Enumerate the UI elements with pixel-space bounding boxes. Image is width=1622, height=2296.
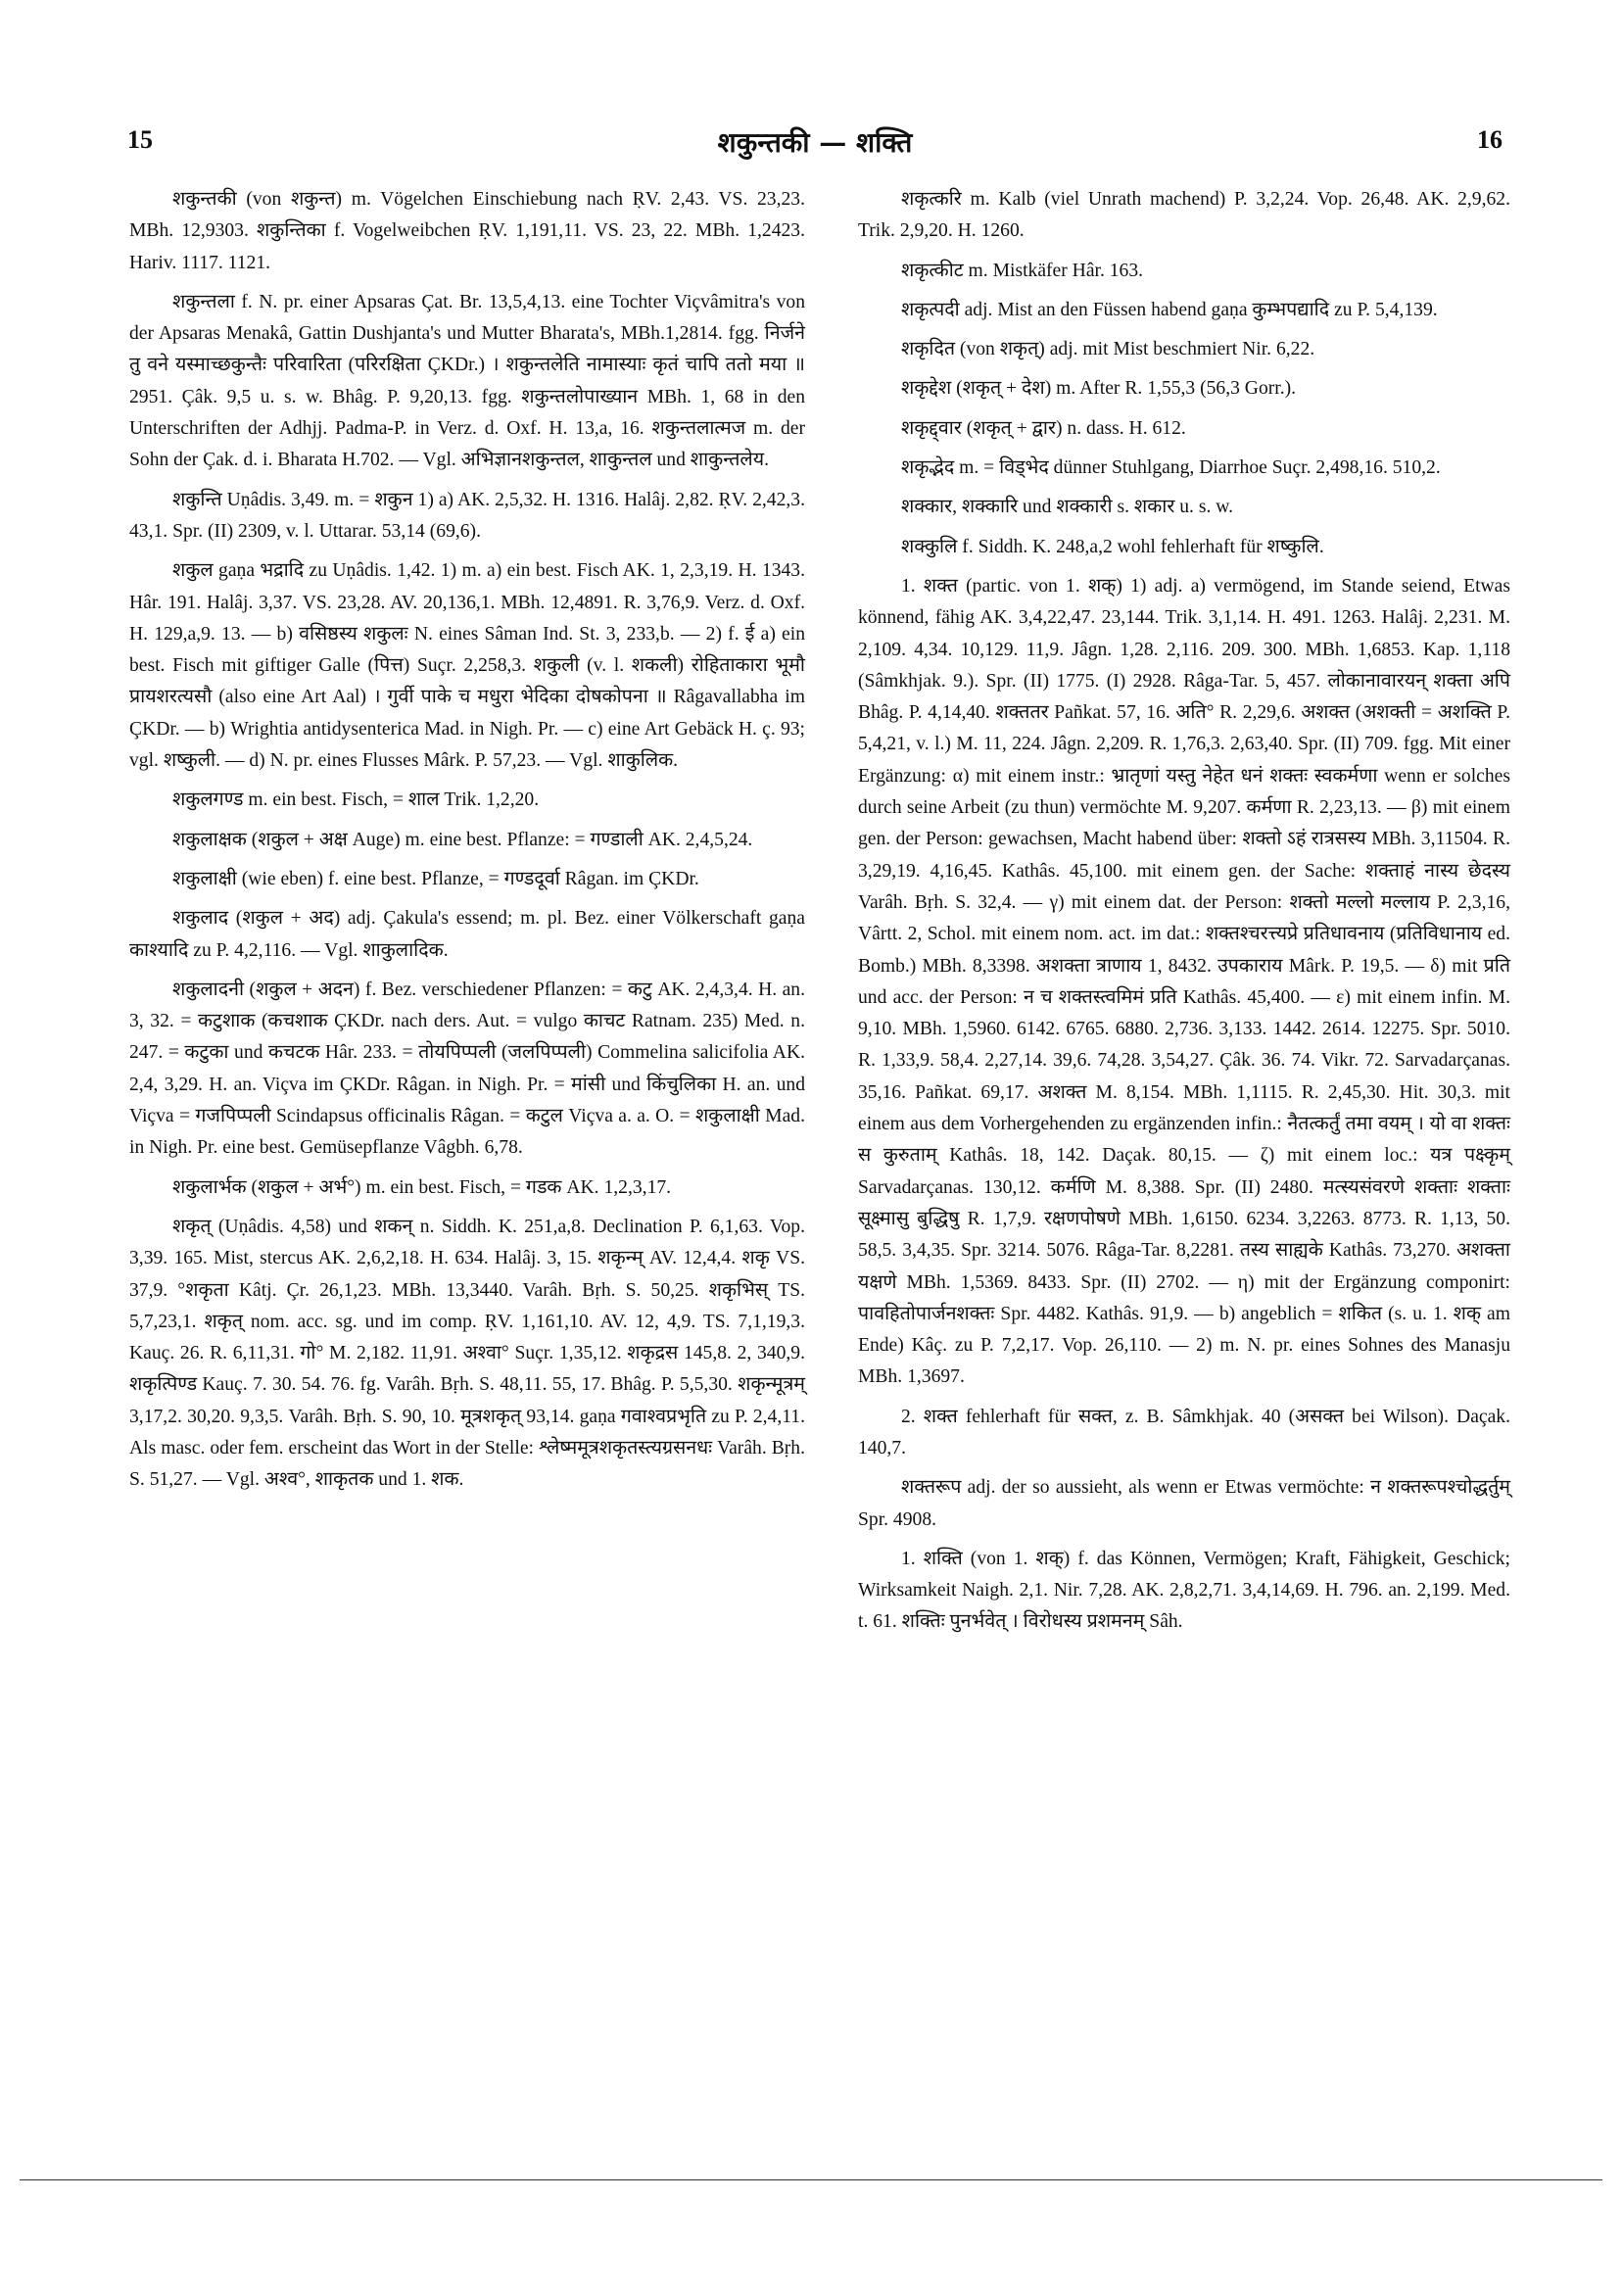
dictionary-entry: शकुलाक्षी (wie eben) f. eine best. Pflanze, = गण्डदूर्वा Râgan. im ÇKDr. — [172, 868, 699, 889]
running-head: शकुन्तकी — शक्ति — [717, 126, 913, 159]
dictionary-entry: शकृत्पदी adj. Mist an den Füssen habend gaṇa कुम्भपद्यादि zu P. 5,4,139. — [901, 299, 1438, 320]
dictionary-entry: शकुल gaṇa भद्रादि zu Uṇâdis. 1,42. 1) m. a) ein best. Fisch AK. 1, 2,3,19. H. 1343. Hâr. 191. Halâj. 3,37. VS. 23,28. AV. 20,136,1. MBh. 12,4891. R. 3,76,9. Verz. d. Oxf. H. 129,a,9. 13. — b) वसिष्ठस्य शकुलः N. eines Sâman Ind. St. 3, 233,b. — 2) f. ई a) ein best. Fisch mit giftiger Galle (पित्त) Suçr. 2,258,3. शकुली (v. l. शकली) रोहिताकारा भूमौ प्रायशरत्यसौ (also eine Art Aal) । गुर्वी पाके च मधुरा भेदिका दोषकोपना ॥ Râgavallabha im ÇKDr. — b) Wrightia antidysenterica Mad. in Nigh. Pr. — c) eine Art Gebäck H. ç. 93; vgl. शष्कुली. — d) N. pr. eines Flusses Mârk. P. 57,23. — Vgl. शाकुलिक. — [129, 560, 805, 772]
page-header — [127, 125, 1503, 165]
dictionary-entry: 2. शक्त fehlerhaft für सक्त, z. B. Sâmkhjak. 40 (असक्त bei Wilson). Daçak. 140,7. — [858, 1406, 1510, 1459]
footer-rule — [20, 2179, 1602, 2180]
dictionary-entry: शकुलार्भक (शकुल + अर्भ°) m. ein best. Fisch, = गडक AK. 1,2,3,17. — [172, 1176, 672, 1198]
dictionary-entry: शकृत्कीट m. Mistkäfer Hâr. 163. — [901, 260, 1144, 281]
dictionary-entry: शकुलगण्ड m. ein best. Fisch, = शाल Trik. 1,2,20. — [172, 789, 540, 811]
dictionary-entry: 1. शक्त (partic. von 1. शक्) 1) adj. a) vermögend, im Stande seiend, Etwas könnend, fähig AK. 3,4,22,47. 23,144. Trik. 3,1,14. H. 491. 1263. Halâj. 2,231. M. 2,109. 4,34. 10,129. 11,9. Jâgn. 1,28. 2,116. 209. 300. MBh. 1,6853. Kap. 1,118 (Sâmkhjak. 9.). Spr. (II) 1775. (I) 2928. Râga-Tar. 5, 457. लोकानावारयन् शक्ता अपि Bhâg. P. 4,14,40. शक्ततर Pañkat. 57, 16. अति° R. 2,29,6. अशक्त (अशक्ती = अशक्ति P. 5,4,21, v. l.) M. 11, 224. Jâgn. 2,209. R. 1,76,3. 2,63,40. Spr. (II) 709. fgg. Mit einer Ergänzung: α) mit einem instr.: भ्रातृणां यस्तु नेहेत धनं शक्तः स्वकर्मणा wenn er solches durch seine Arbeit (zu thun) vermöchte M. 9,207. कर्मणा R. 2,23,13. — β) mit einem gen. der Person: gewachsen, Macht habend über: शक्तो ऽहं रात्रसस्य MBh. 3,11504. R. 3,29,19. 4,16,45. Kathâs. 45,100. mit einem gen. der Sache: शक्ताहं नास्य छेदस्य Varâh. Bṛh. S. 32,4. — γ) mit einem dat. der Person: शक्तो मल्लो मल्लाय P. 2,3,16, Vârtt. 2, Schol. mit einem nom. act. im dat.: शक्तश्चरत्त्यप्रे प्रतिधावनाय (प्रतिविधानाय ed. Bomb.) MBh. 8,3398. अशक्ता त्राणाय 1, 8432. उपकाराय Mârk. P. 19,5. — δ) mit प्रति und acc. der Person: न च शक्तस्त्वमिमं प्रति Kathâs. 45,400. — ε) mit einem infin. M. 9,10. MBh. 1,5960. 6142. 6765. 6880. 2,736. 3,133. 1442. 2614. 12275. Spr. 5010. R. 1,33,9. 58,4. 2,27,14. 39,6. 74,28. 3,54,27. Çâk. 36. 74. Vikr. 72. Sarvadarçanas. 35,16. Pañkat. 69,17. अशक्त M. 8,154. MBh. 1,1115. R. 2,45,30. Hit. 30,3. mit einem aus dem Vorhergehenden zu ergänzenden infin.: नैतत्कर्तुं तमा वयम् । यो वा शक्तः स कुरुताम् Kathâs. 18, 142. Daçak. 80,15. — ζ) mit einem loc.: यत्र पक्ष्कृम् Sarvadarçanas. 130,12. कर्मणि M. 8,388. Spr. (II) 2480. मत्स्यसंवरणे शक्ताः शक्ताः सूक्ष्मासु बुद्धिषु R. 1,7,9. रक्षणपोषणे MBh. 1,6150. 6234. 3,2263. 8773. R. 1,13, 50. 58,5. 3,4,35. Spr. 3214. 5076. Râga-Tar. 8,2281. तस्य साह्यके Kathâs. 73,270. अशक्ता यक्षणे MBh. 1,5369. 8433. Spr. (II) 2702. — η) mit der Ergänzung componirt: पावहितोपार्जनशक्तः Spr. 4482. Kathâs. 91,9. — b) angeblich = शकित (s. u. 1. शक् am Ende) Kâç. zu P. 7,2,17. Vop. 26,110. — 2) m. N. pr. eines Sohnes des Manasju MBh. 1,3697. — [858, 575, 1510, 1388]
right-column — [858, 184, 1510, 1647]
dictionary-entry: शकृद्देश (शकृत् + देश) m. After R. 1,55,3 (56,3 Gorr.). — [901, 378, 1297, 400]
dictionary-entry: शकुन्तला f. N. pr. einer Apsaras Çat. Br. 13,5,4,13. eine Tochter Viçvâmitra's von der Apsaras Menakâ, Gattin Dushjanta's und Mutter Bharata's, MBh.1,2814. fgg. निर्जने तु वने यस्माच्छकुन्तैः परिवारिता (परिरक्षिता ÇKDr.) । शकुन्तलेति नामास्याः कृतं चापि ततो मया ॥ 2951. Çâk. 9,5 u. s. w. Bhâg. P. 9,20,13. fgg. शकुन्तलोपाख्यान MBh. 1, 68 in den Unterschriften der Adhjj. Padma-P. in Verz. d. Oxf. H. 13,a, 16. शकुन्तलात्मज m. der Sohn der Çak. d. i. Bharata H.702. — Vgl. अभिज्ञानशकुन्तल, शाकुन्तल und शाकुन्तलेय. — [129, 291, 805, 471]
dictionary-entry: शकृत् (Uṇâdis. 4,58) und शकन् n. Siddh. K. 251,a,8. Declination P. 6,1,63. Vop. 3,39. 165. Mist, stercus AK. 2,6,2,18. H. 634. Halâj. 3, 15. शकृन्म् AV. 12,4,4. शकृ VS. 37,9. °शकृता Kâtj. Çr. 26,1,23. MBh. 13,3440. Varâh. Bṛh. S. 50,25. शकृभिस् TS. 5,7,23,1. शकृत् nom. acc. sg. und im comp. ṚV. 1,161,10. AV. 12, 4,9. TS. 7,1,19,3. Kauç. 26. R. 6,11,31. गो° M. 2,182. 11,91. अश्वा° Suçr. 1,35,12. शकृद्रस 145,8. 2, 340,9. शकृत्पिण्ड Kauç. 7. 30. 54. 76. fg. Varâh. Bṛh. S. 48,11. 55, 17. Bhâg. P. 5,5,30. शकृन्मूत्रम् 3,17,2. 30,20. 9,3,5. Varâh. Bṛh. S. 90, 10. मूत्रशकृत् 93,14. gaṇa गवाश्वप्रभृति zu P. 2,4,11. Als masc. oder fem. erscheint das Wort in der Stelle: श्लेष्ममूत्रशकृतस्त्यग्रसनधः Varâh. Bṛh. S. 51,27. — Vgl. अश्व°, शाकृतक und 1. शक. — [129, 1216, 805, 1491]
dictionary-entry: शकुलाद (शकुल + अद) adj. Çakula's essend; m. pl. Bez. einer Völkerschaft gaṇa काश्यादि zu P. 4,2,116. — Vgl. शाकुलादिक. — [129, 908, 805, 961]
dictionary-entry: शकुन्तकी (von शकुन्त) m. Vögelchen Einschiebung nach ṚV. 2,43. VS. 23,23. MBh. 12,9303. शकुन्तिका f. Vogelweibchen ṚV. 1,191,11. VS. 23, 22. MBh. 1,2423. Hariv. 1117. 1121. — [129, 189, 805, 273]
dictionary-entry: शक्तरूप adj. der so aussieht, als wenn er Etwas vermöchte: न शक्तरूपश्चोद्धर्तुम् Spr. 4908. — [858, 1477, 1510, 1530]
dictionary-entry: शक्कार, शक्कारि und शक्कारी s. शकार u. s. w. — [901, 497, 1234, 518]
dictionary-entry: शकृदित (von शकृत्) adj. mit Mist beschmiert Nir. 6,22. — [901, 339, 1315, 360]
dictionary-entry: शक्कुलि f. Siddh. K. 248,a,2 wohl fehlerhaft für शष्कुलि. — [901, 536, 1324, 557]
dictionary-entry: शकुलादनी (शकुल + अदन) f. Bez. verschiedener Pflanzen: = कटु AK. 2,4,3,4. H. an. 3, 32. = कटुशाक (कचशाक ÇKDr. nach ders. Aut. = vulgo काचट Ratnam. 235) Med. n. 247. = कटुका und कचटक Hâr. 233. = तोयपिप्पली (जलपिप्पली) Commelina salicifolia AK. 2,4, 3,29. H. an. Viçva im ÇKDr. Râgan. in Nigh. Pr. = मांसी und किंचुलिका H. an. und Viçva = गजपिप्पली Scindapsus officinalis Râgan. = कटुल Viçva a. a. O. = शकुलाक्षी Mad. in Nigh. Pr. eine best. Gemüsepflanze Vâgbh. 6,78. — [129, 979, 805, 1159]
page-number-left: 15 — [127, 125, 153, 154]
dictionary-entry: 1. शक्ति (von 1. शक्) f. das Können, Vermögen; Kraft, Fähigkeit, Geschick; Wirksamkeit Naigh. 2,1. Nir. 7,28. AK. 2,8,2,71. 3,4,14,69. H. 796. an. 2,199. Med. t. 61. शक्तिः पुनर्भवेत् । विरोधस्य प्रशमनम् Sâh. — [858, 1548, 1510, 1633]
dictionary-entry: शकृद्भेद m. = विड्भेद dünner Stuhlgang, Diarrhoe Suçr. 2,498,16. 510,2. — [901, 457, 1441, 479]
page-number-right: 16 — [1477, 125, 1503, 154]
left-column — [129, 184, 805, 1505]
dictionary-entry: शकुन्ति Uṇâdis. 3,49. m. = शकुन 1) a) AK. 2,5,32. H. 1316. Halâj. 2,82. ṚV. 2,42,3. 43,1. Spr. (II) 2309, v. l. Uttarar. 53,14 (69,6). — [129, 489, 805, 542]
dictionary-entry: शकुलाक्षक (शकुल + अक्ष Auge) m. eine best. Pflanze: = गण्डाली AK. 2,4,5,24. — [172, 829, 753, 850]
dictionary-entry: शकृत्करि m. Kalb (viel Unrath machend) P. 3,2,24. Vop. 26,48. AK. 2,9,62. Trik. 2,9,20. H. 1260. — [858, 189, 1510, 242]
dictionary-entry: शकृद्द्वार (शकृत् + द्वार) n. dass. H. 612. — [901, 417, 1186, 439]
